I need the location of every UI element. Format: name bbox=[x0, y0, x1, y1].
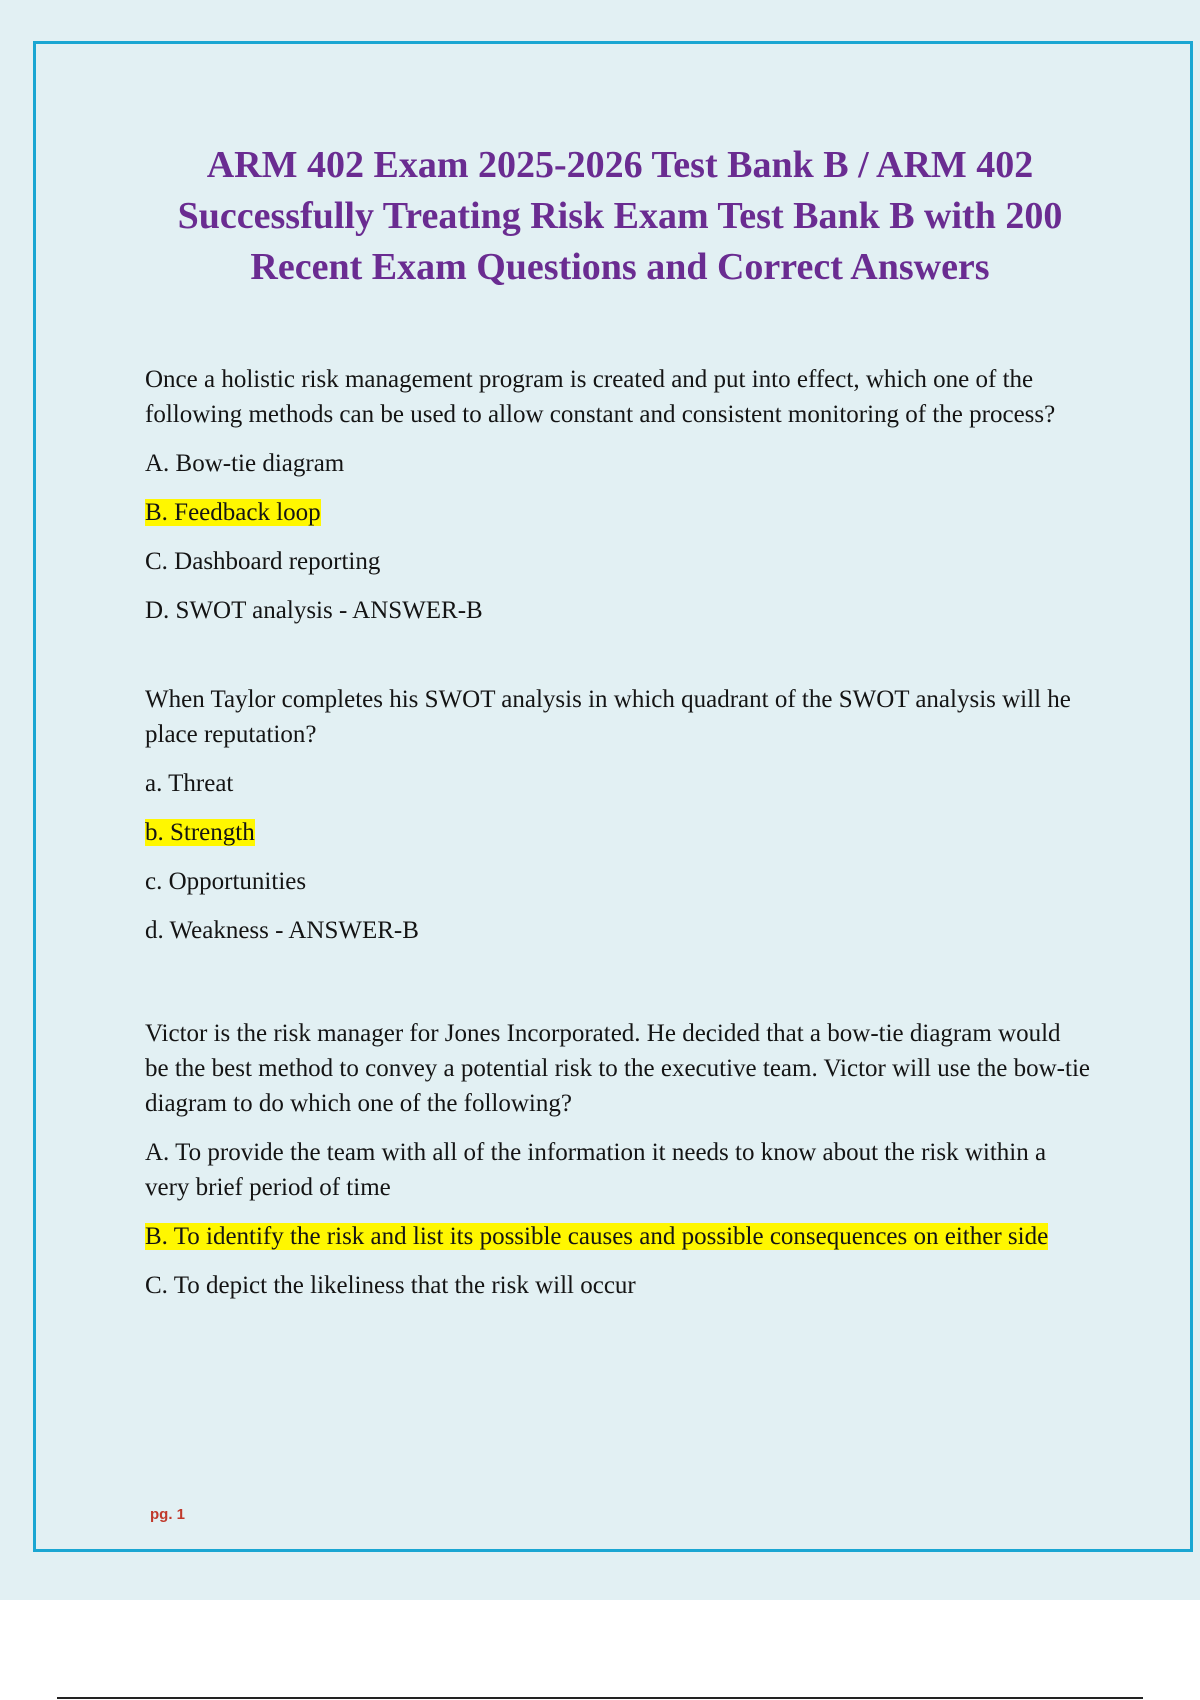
answer-option-a bbox=[145, 446, 1090, 481]
answer-option-b-correct bbox=[145, 495, 1090, 530]
option-label: C. To depict the likeliness that the risk will occur bbox=[145, 1272, 636, 1299]
question-spacer bbox=[145, 948, 1090, 1016]
answer-option-c bbox=[145, 544, 1090, 579]
document-title: ARM 402 Exam 2025-2026 Test Bank B / ARM 402 Successfully Treating Risk Exam Test Bank B with 200 Recent Exam Questions and Correct Answers bbox=[177, 144, 1063, 288]
option-label: c. Opportunities bbox=[145, 868, 307, 895]
answer-option-c bbox=[145, 1268, 1090, 1303]
question-block-3 bbox=[145, 1016, 1090, 1303]
question-block-1 bbox=[145, 362, 1090, 628]
question-list bbox=[145, 362, 1090, 1303]
question-block-2 bbox=[145, 682, 1090, 948]
highlighted-answer: b. Strength bbox=[145, 819, 255, 846]
question-spacer bbox=[145, 628, 1090, 682]
answer-option-a bbox=[145, 766, 1090, 801]
question-text: Once a holistic risk management program is created and put into effect, which one of the following methods can be used to allow constant and consistent monitoring of the process? bbox=[145, 366, 1056, 428]
footer-divider bbox=[57, 1697, 1143, 1699]
answer-option-b-correct bbox=[145, 1219, 1090, 1254]
option-label: d. Weakness - ANSWER-B bbox=[145, 917, 419, 944]
answer-option-a bbox=[145, 1135, 1090, 1205]
option-label: a. Threat bbox=[145, 770, 234, 797]
answer-option-b-correct bbox=[145, 815, 1090, 850]
answer-option-d bbox=[145, 913, 1090, 948]
option-label: A. Bow-tie diagram bbox=[145, 450, 345, 477]
answer-option-d bbox=[145, 593, 1090, 628]
question-text: Victor is the risk manager for Jones Incorporated. He decided that a bow-tie diagram would be the best method to convey a potential risk to the executive team. Victor will use the bow-tie diagram to do which one of the following? bbox=[145, 1020, 1090, 1117]
option-label: A. To provide the team with all of the information it needs to know about the risk within a very brief period of time bbox=[145, 1139, 1047, 1201]
question-text: When Taylor completes his SWOT analysis in which quadrant of the SWOT analysis will he place reputation? bbox=[145, 686, 1071, 748]
highlighted-answer: B. Feedback loop bbox=[145, 499, 321, 526]
highlighted-answer: B. To identify the risk and list its possible causes and possible consequences on either side bbox=[145, 1223, 1049, 1250]
option-label: D. SWOT analysis - ANSWER-B bbox=[145, 597, 483, 624]
page-number: pg. 1 bbox=[150, 1506, 186, 1523]
option-label: C. Dashboard reporting bbox=[145, 548, 381, 575]
answer-option-c bbox=[145, 864, 1090, 899]
